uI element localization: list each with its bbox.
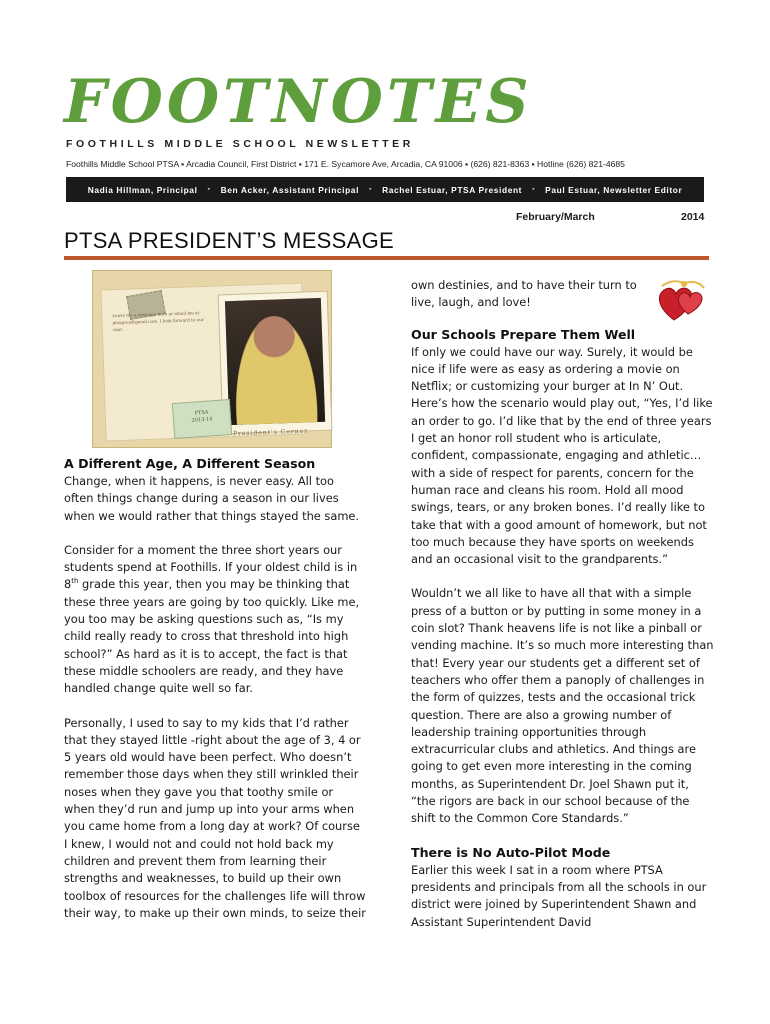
newsletter-subtitle: FOOTHILLS MIDDLE SCHOOL NEWSLETTER	[66, 138, 414, 150]
section-title-part: ESSAGE	[301, 228, 394, 253]
section-title-part: PTSA P	[64, 228, 143, 253]
article-heading: A Different Age, A Different Season	[64, 456, 316, 471]
staff-separator: ▪	[369, 186, 373, 193]
hearts-icon	[654, 276, 708, 332]
section-title-part: RESIDENT	[142, 228, 257, 253]
address-line: Foothills Middle School PTSA ▪ Arcadia Council, First District ▪ 171 E. Sycamore Ave, Arcadia, CA 91006 ▪ (626) 821-8363 ▪ Hotline (626) 821-4685	[66, 159, 625, 169]
staff-principal: Nadia Hillman, Principal	[87, 184, 198, 195]
left-column	[64, 456, 366, 939]
article-paragraph: Earlier this week I sat in a room where PTSA presidents and principals from all the schools in our district were joined by Superintendent Shawn and Assistant Superintendent David	[411, 862, 707, 929]
article-paragraph: Change, when it happens, is never easy. All too often things change during a season in our lives when we would rather that things stayed the same.	[64, 474, 360, 523]
presidents-corner-label: President's Corner	[232, 427, 309, 438]
section-divider	[64, 256, 709, 260]
section-title-part: ’S M	[256, 228, 302, 253]
staff-assistant-principal: Ben Acker, Assistant Principal	[220, 184, 359, 195]
ordinal-suffix: th	[71, 577, 79, 586]
article-paragraph: Personally, I used to say to my kids that I’d rather that they stayed little -right about the age of 3, 4 or 5 years old would have been perfect. Who doesn’t remember those days when they still wrinkled their noses when they gave you that toothy smile or when they’d run and jump up into your arms when you came home from a long day at work? Of course I knew, I would not and could not hold back my children and prevent them from learning their strengths and weaknesses, to build up their own toolbox of resources for the challenges life will throw their way, to make up their own minds, to seize their	[64, 715, 366, 920]
issue-month: February/March	[516, 211, 595, 223]
article-heading: Our Schools Prepare Them Well	[411, 326, 636, 342]
paragraph-text: Consider for a moment the three short years our students spend at Foothills. If your oldest child is in 8	[64, 542, 358, 592]
staff-ptsa-president: Rachel Estuar, PTSA President	[382, 184, 523, 195]
ticket-line: PTSA	[194, 409, 209, 417]
portrait-frame	[218, 291, 333, 435]
article-paragraph	[64, 542, 366, 698]
ptsa-ticket	[172, 399, 232, 439]
staff-newsletter-editor: Paul Estuar, Newsletter Editor	[545, 184, 683, 195]
postcard-note: Leave me a message here or email me at ptsapres@gmail.com. I look forward to our chat.	[112, 310, 204, 333]
article-paragraph: If only we could have our way. Surely, it would be nice if life were as easy as ordering a movie on Netflix; or customizing your burger at In N’ Out. Here’s how the scenario would play out, “Yes, I’d like an order to go. I’d like that by the end of three years I get an honor roll student who is articulate, confident, compassionate, engaging and athletic…with a side of respect for parents, concern for the human race and cleans his room. Hold all mood swings, tears, or any broken bones. I’d really like to take that with a good amount of homework, but not too much because they have sports on weekends and an occasional visit to the grandparents.”	[411, 344, 713, 567]
president-photo	[92, 270, 332, 448]
article-paragraph: own destinies, and to have their turn to live, laugh, and love!	[411, 278, 637, 310]
article-paragraph: Wouldn’t we all like to have all that with a simple press of a button or by putting in some money in a coin slot? Thank heavens life is not like a pinball or vending machine. It’s so much more interesting than that! Every year our students get a different set of teachers who offer them a panoply of challenges in the form of quizzes, tests and the occasional trick question. There are also a growing number of leadership training opportunities through extracurricular clubs and athletics. And things are going to get even more interesting in the coming months, as Superintendent Dr. Joel Shawn put it, “the rigors are back in our school because of the shift to the Common Core Standards.”	[411, 586, 714, 826]
issue-year: 2014	[681, 211, 705, 223]
staff-separator: ▪	[207, 186, 211, 193]
ticket-line: 2013-14	[191, 416, 213, 424]
staff-bar	[66, 177, 704, 202]
paragraph-text: grade this year, then you may be thinking that these three years are going by too quickly. Like me, you too may be asking questions such as, “Is my child really ready to cross that threshold into high school?” As hard as it is to accept, the fact is that these middle schoolers are ready, and they have handled change quite well so far.	[64, 577, 360, 696]
right-column	[411, 277, 717, 948]
newsletter-title: FOOTNOTES	[64, 67, 533, 137]
portrait-image	[225, 298, 325, 425]
article-heading: There is No Auto-Pilot Mode	[411, 844, 611, 860]
staff-separator: ▪	[532, 186, 536, 193]
section-title	[64, 228, 394, 254]
